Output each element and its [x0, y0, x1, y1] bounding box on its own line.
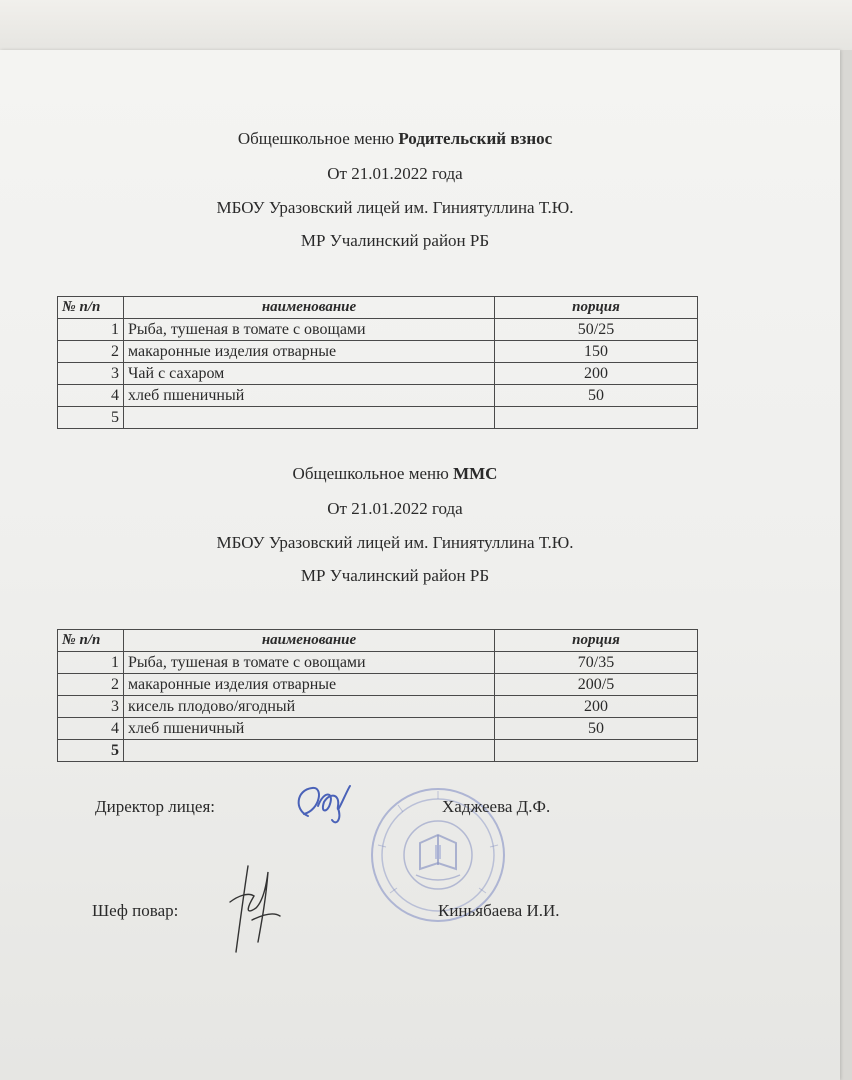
chef-label: Шеф повар: [92, 901, 179, 920]
table-row [58, 363, 698, 385]
row-name [124, 740, 495, 762]
table-row [58, 740, 698, 762]
menu2-district: МР Учалинский район РБ [300, 566, 490, 585]
director-label: Директор лицея: [95, 797, 215, 816]
row-num: 1 [58, 652, 124, 674]
row-num: 3 [58, 363, 124, 385]
col-header-name: наименование [124, 630, 495, 652]
table-row [58, 407, 698, 429]
director-signature-icon [290, 780, 370, 828]
chef-name: Киньябаева И.И. [438, 901, 560, 920]
table-row [58, 696, 698, 718]
row-name: хлеб пшеничный [124, 385, 495, 407]
table-header-row [58, 630, 698, 652]
row-num: 4 [58, 718, 124, 740]
row-name: хлеб пшеничный [124, 718, 495, 740]
menu2-date: От 21.01.2022 года [327, 499, 463, 518]
menu1-table [57, 296, 698, 429]
menu2-school: МБОУ Уразовский лицей им. Гиниятуллина Т.Ю. [216, 533, 574, 552]
chef-signature-icon [218, 862, 288, 958]
row-num: 3 [58, 696, 124, 718]
row-name: Чай с сахаром [124, 363, 495, 385]
row-name: Рыба, тушеная в томате с овощами [124, 652, 495, 674]
table-header-row [58, 297, 698, 319]
col-header-num: № п/п [58, 630, 124, 652]
menu1-title-bold: Родительский взнос [398, 129, 553, 148]
menu1-title [0, 129, 790, 149]
col-header-num: № п/п [58, 297, 124, 319]
row-portion: 50 [495, 385, 698, 407]
row-portion: 200 [495, 363, 698, 385]
table-row [58, 674, 698, 696]
row-portion: 200/5 [495, 674, 698, 696]
row-portion [495, 407, 698, 429]
row-portion: 50 [495, 718, 698, 740]
menu2-title [0, 464, 790, 484]
row-name [124, 407, 495, 429]
background-strip [0, 0, 852, 50]
menu1-school: МБОУ Уразовский лицей им. Гиниятуллина Т.Ю. [216, 198, 574, 217]
row-num: 2 [58, 341, 124, 363]
col-header-portion: порция [495, 297, 698, 319]
col-header-portion: порция [495, 630, 698, 652]
menu2-title-bold: ММС [453, 464, 498, 483]
menu1-date: От 21.01.2022 года [327, 164, 463, 183]
row-portion: 70/35 [495, 652, 698, 674]
row-portion: 50/25 [495, 319, 698, 341]
row-name: макаронные изделия отварные [124, 674, 495, 696]
row-name: Рыба, тушеная в томате с овощами [124, 319, 495, 341]
menu2-table [57, 629, 698, 762]
row-portion: 150 [495, 341, 698, 363]
row-name: макаронные изделия отварные [124, 341, 495, 363]
director-name: Хаджеева Д.Ф. [442, 797, 551, 816]
row-num: 5 [58, 407, 124, 429]
menu2-title-prefix: Общешкольное меню [292, 464, 449, 483]
table-row [58, 341, 698, 363]
row-num: 5 [58, 740, 124, 762]
col-header-name: наименование [124, 297, 495, 319]
table-row [58, 718, 698, 740]
table-row [58, 652, 698, 674]
row-num: 1 [58, 319, 124, 341]
row-portion: 200 [495, 696, 698, 718]
table-row [58, 385, 698, 407]
row-num: 4 [58, 385, 124, 407]
menu1-title-prefix: Общешкольное меню [237, 129, 395, 148]
row-num: 2 [58, 674, 124, 696]
table-row [58, 319, 698, 341]
row-name: кисель плодово/ягодный [124, 696, 495, 718]
menu1-district: МР Учалинский район РБ [300, 231, 490, 250]
row-portion [495, 740, 698, 762]
